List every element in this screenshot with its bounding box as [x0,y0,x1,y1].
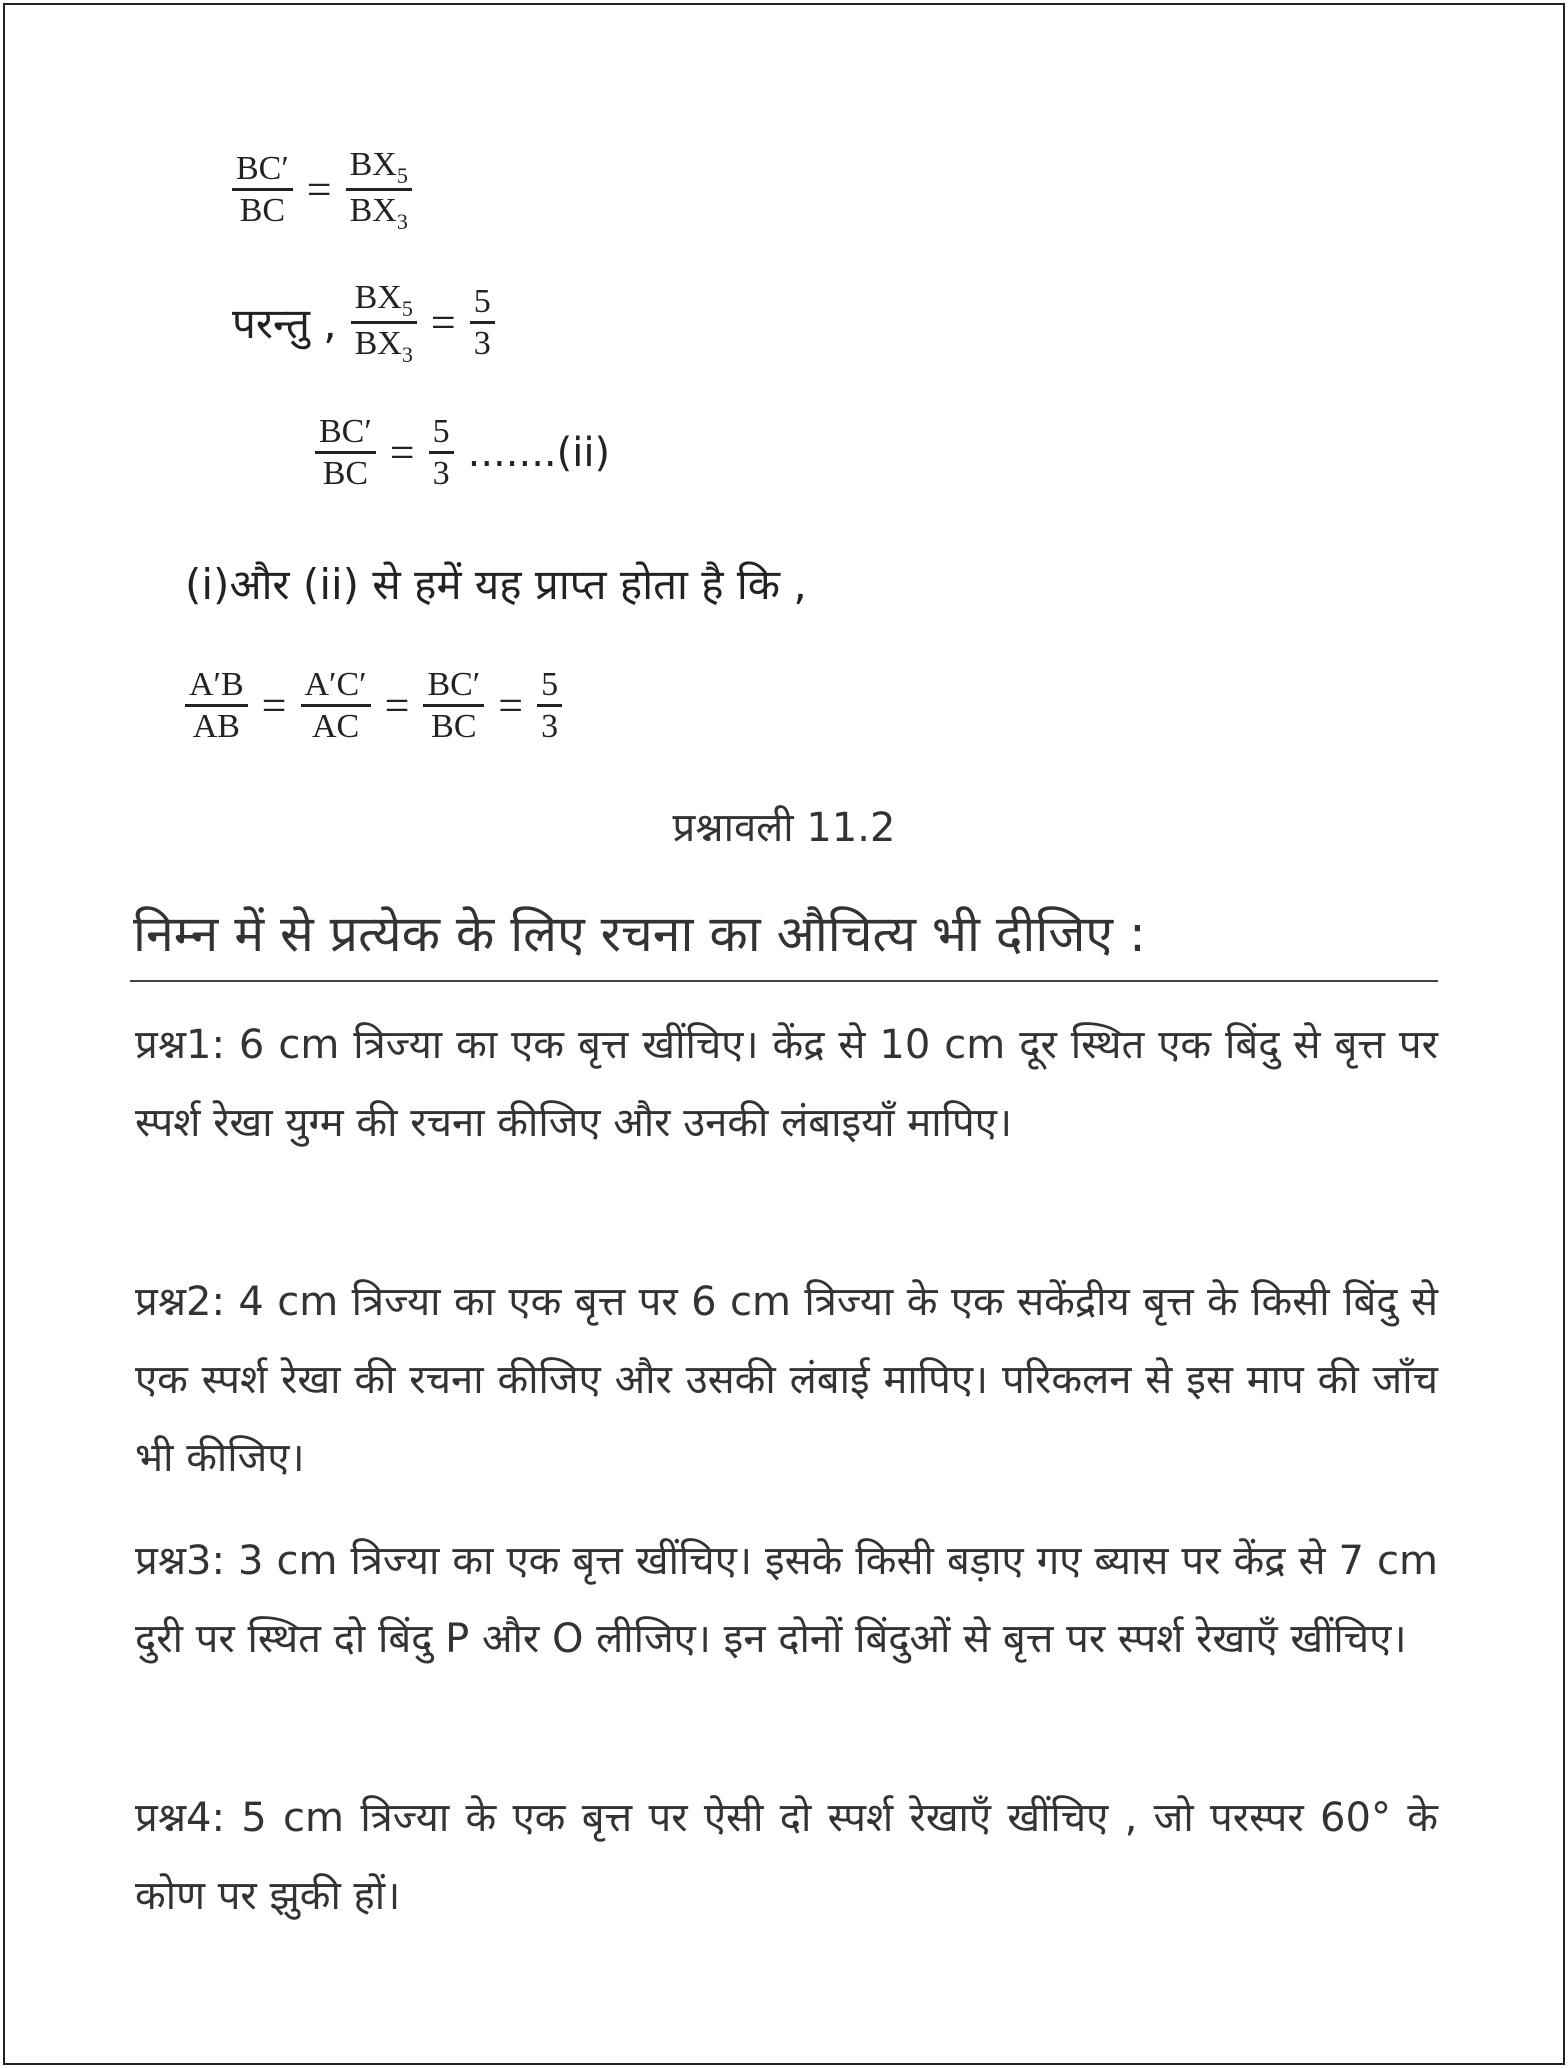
question-3: प्रश्न3: 3 cm त्रिज्या का एक बृत्त खींचिए। इसके किसी बड़ाए गए ब्यास पर केंद्र से 7 cm दुरी पर स्थित दो बिंदु P और O लीजिए। इन दोनों बिंदुओं से बृत्त पर स्पर्श रेखाएँ खींचिए। [135,1538,1438,1662]
equation-2: परन्तु , $\frac{BX_5}{BX_3}$ = $\frac{5}{3}$ [232,278,495,367]
equation-3: $\frac{BC'}{BC}$ = $\frac{5}{3}$ .......(ii) [315,412,610,493]
fraction: $\frac{A'B}{AB}$ [185,665,248,746]
question-4: प्रश्न4: 5 cm त्रिज्या के एक बृत्त पर ऐसी दो स्पर्श रेखाएँ खींचिए , जो परस्पर 60° के कोण पर झुकी हों। [135,1795,1438,1919]
fraction: $\frac{BX_5}{BX_3}$ [351,278,417,367]
instruction-heading: निम्न में से प्रत्येक के लिए रचना का औचित्य भी दीजिए : [133,905,1146,963]
fraction: $\frac{5}{3}$ [429,412,454,493]
question-1: प्रश्न1: 6 cm त्रिज्या का एक बृत्त खींचिए। केंद्र से 10 cm दूर स्थित एक बिंदु से बृत्त पर स्पर्श रेखा युग्म की रचना कीजिए और उनकी लंबाइयाँ मापिए। [135,1022,1438,1146]
equation-tag: .......(ii) [467,429,611,476]
equation-4: $\frac{A'B}{AB}$ = $\frac{A'C'}{AC}$ = $\frac{BC'}{BC}$ = $\frac{5}{3}$ [185,665,562,746]
fraction: $\frac{BX_5}{BX_3}$ [346,145,412,234]
question-2: प्रश्न2: 4 cm त्रिज्या का एक बृत्त पर 6 cm त्रिज्या के एक सकेंद्रीय बृत्त के किसी बिंदु से एक स्पर्श रेखा की रचना कीजिए और उसकी लंबाई मापिए। परिकलन से इस माप की जाँच भी कीजिए। [135,1279,1438,1481]
fraction: $\frac{A'C'}{AC}$ [301,665,371,746]
fraction: $\frac{5}{3}$ [537,665,562,746]
divider [130,980,1438,982]
fraction: $\frac{BC'}{BC}$ [423,665,484,746]
equation-1: $\frac{BC'}{BC}$ = $\frac{BX_5}{BX_3}$ [232,145,412,234]
fraction: $\frac{BC'}{BC}$ [315,412,376,493]
statement: (i)और (ii) से हमें यह प्राप्त होता है कि , [185,560,807,609]
exercise-title: प्रश्नावली 11.2 [672,805,896,851]
fraction: $\frac{BC'}{BC}$ [232,149,293,230]
fraction: $\frac{5}{3}$ [470,282,495,363]
